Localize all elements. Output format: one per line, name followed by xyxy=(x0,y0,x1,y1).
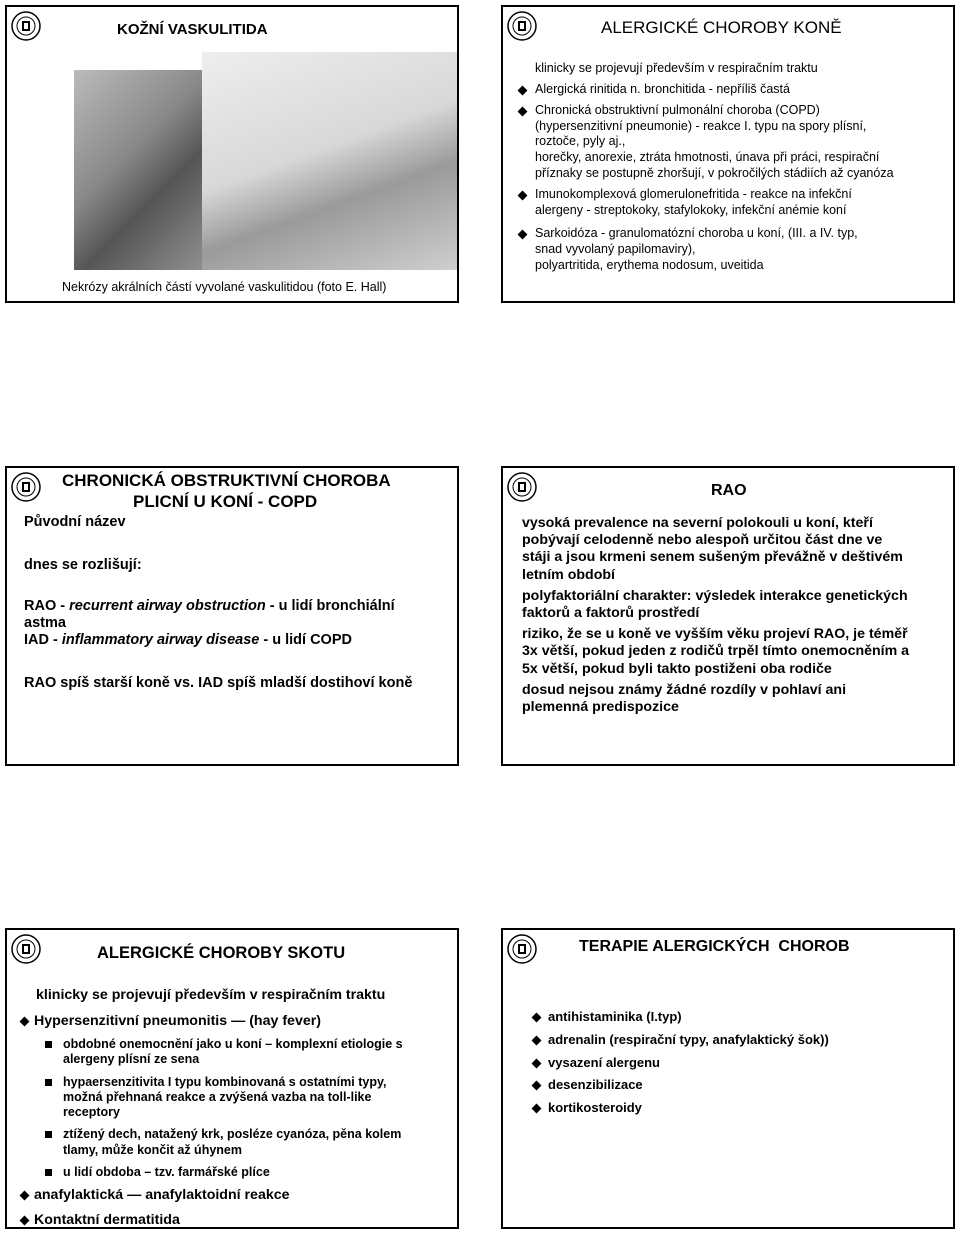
therapy-label: vysazení alergenu xyxy=(548,1054,660,1070)
therapy-item xyxy=(531,1074,829,1097)
therapy-label: desenzibilizace xyxy=(548,1077,643,1093)
therapy-item xyxy=(531,1052,829,1075)
sub-item xyxy=(43,1037,453,1068)
slide-title: RAO xyxy=(711,482,747,499)
sub-line: možná přehnaná reakce a zvýšená vazba na toll-like xyxy=(63,1089,372,1104)
sub-line: u lidí obdoba – tzv. farmářské plíce xyxy=(63,1165,270,1180)
bullet-line: Imunokomplexová glomerulonefritida - reakce na infekční xyxy=(535,186,852,201)
slide-intro: klinicky se projevují především v respiračním traktu xyxy=(36,987,386,1003)
diamond-bullet-icon xyxy=(532,1035,542,1045)
text-line: faktorů a faktorů prostředí xyxy=(522,605,700,622)
university-logo-icon xyxy=(507,934,537,964)
diamond-bullet-icon xyxy=(532,1058,542,1068)
bullet-line: příznaky se postupně zhoršují, v pokročilých stádiích až cyanóza xyxy=(535,165,894,180)
slide-intro: klinicky se projevují především v respiračním traktu xyxy=(535,61,818,75)
slide-title: ALERGICKÉ CHOROBY SKOTU xyxy=(97,944,346,962)
sub-item xyxy=(43,1127,453,1158)
text-line: polyfaktoriální charakter: výsledek interakce genetických xyxy=(522,587,908,604)
bullet-line: Alergická rinitida n. bronchitida - nepříliš častá xyxy=(535,82,790,96)
slide-title: ALERGICKÉ CHOROBY KONĚ xyxy=(601,18,842,37)
university-logo-icon xyxy=(11,11,41,41)
therapy-label: kortikosteroidy xyxy=(548,1100,642,1116)
square-bullet-icon xyxy=(45,1131,52,1138)
therapy-item xyxy=(531,1006,829,1029)
bullet-line: snad vyvolaný papilomaviry), xyxy=(535,242,696,257)
bullet-line: Chronická obstruktivní pulmonální choroba (COPD) xyxy=(535,102,820,117)
sub-item xyxy=(43,1075,453,1121)
diamond-bullet-icon xyxy=(518,190,528,200)
slide-terapie xyxy=(501,928,955,1229)
university-logo-icon xyxy=(507,11,537,41)
university-logo-icon xyxy=(11,472,41,502)
bullet-line: (hypersenzitivní pneumonie) - reakce I. typu na spory plísní, xyxy=(535,118,867,133)
square-bullet-icon xyxy=(45,1041,52,1048)
slide-alergicke-choroby-kone xyxy=(501,5,955,303)
bullet-line: Sarkoidóza - granulomatózní choroba u koní, (III. a IV. typ, xyxy=(535,226,858,241)
square-bullet-icon xyxy=(45,1169,52,1176)
bullet-line: polyartritida, erythema nodosum, uveitida xyxy=(535,257,764,272)
bullet-list xyxy=(517,82,952,274)
sub-line: tlamy, může končit až úhynem xyxy=(63,1142,242,1157)
sub-line: obdobné onemocnění jako u koní – komplexní etiologie s xyxy=(63,1037,403,1051)
slide-title: KOŽNÍ VASKULITIDA xyxy=(117,21,268,38)
sub-line: alergeny plísní ze sena xyxy=(63,1052,200,1067)
diamond-bullet-icon xyxy=(532,1081,542,1091)
slide-title: TERAPIE ALERGICKÝCH CHOROB xyxy=(579,938,850,955)
diamond-bullet-icon xyxy=(532,1013,542,1023)
slide-title-line2: PLICNÍ U KONÍ - COPD xyxy=(133,492,318,511)
therapy-item xyxy=(531,1097,829,1120)
university-logo-icon xyxy=(507,472,537,502)
rao-vs-iad: RAO spíš starší koně vs. IAD spíš mladší dostihoví koně xyxy=(24,675,413,691)
diamond-bullet-icon xyxy=(532,1104,542,1114)
text-line: plemenná predispozice xyxy=(522,699,679,716)
bullet-line: roztoče, pyly aj., xyxy=(535,134,626,149)
rao-text xyxy=(522,515,952,716)
diamond-bullet-icon xyxy=(518,230,528,240)
item-hypersensitivity: Hypersenzitivní pneumonitis — (hay fever) xyxy=(19,1013,321,1029)
text-line: stáji a jsou krmeni senem sušeným převážně v deštivém xyxy=(522,549,903,566)
diamond-bullet-icon xyxy=(518,86,528,96)
bullet-item xyxy=(517,226,952,273)
bullet-line: alergeny - streptokoky, stafylokoky, infekční anémie koní xyxy=(535,202,847,217)
sub-line: ztížený dech, natažený krk, posléze cyanóza, pěna kolem xyxy=(63,1127,402,1142)
text-line: 5x větší, pokud byli takto postiženi oba rodiče xyxy=(522,660,832,677)
iad-term: inflammatory airway disease xyxy=(61,632,260,648)
therapy-label: antihistaminika (I.typ) xyxy=(548,1009,682,1024)
sub-line: hypaersenzitivita I typu kombinovaná s ostatními typy, xyxy=(63,1074,387,1089)
text-line: pobývají celodenně nebo alespoň určitou část dne ve xyxy=(522,532,883,549)
rao-definition: RAO - recurrent airway obstruction - u lidí bronchiální astma IAD - inflammatory airway disease - u lidí COPD xyxy=(24,598,395,648)
slide-alergicke-choroby-skotu xyxy=(5,928,459,1229)
item-anafylakticka: anafylaktická — anafylaktoidní reakce xyxy=(19,1187,290,1203)
slide-kozni-vaskulitida xyxy=(5,5,459,303)
slide-copd xyxy=(5,466,459,766)
cat-photo xyxy=(74,70,222,270)
bullet-item xyxy=(517,82,952,98)
university-logo-icon xyxy=(11,934,41,964)
therapy-label: adrenalin (respirační typy, anafylaktický šok)) xyxy=(548,1031,829,1047)
sub-item xyxy=(43,1165,453,1180)
sub-list xyxy=(43,1037,453,1187)
rao-term: recurrent airway obstruction xyxy=(69,598,266,614)
item-kontaktni-dermatitida: Kontaktní dermatitida xyxy=(19,1212,180,1228)
slide-title-line1: CHRONICKÁ OBSTRUKTIVNÍ CHOROBA xyxy=(62,471,391,490)
slide-rao xyxy=(501,466,955,766)
diamond-bullet-icon xyxy=(20,1017,30,1027)
diamond-bullet-icon xyxy=(20,1191,30,1201)
text-line: riziko, že se u koně ve vyšším věku projeví RAO, je téměř xyxy=(522,626,908,643)
text-line: vysoká prevalence na severní polokouli u koní, kteří xyxy=(522,515,873,531)
line-original-name: Původní název xyxy=(24,514,126,530)
horse-tail-photo xyxy=(202,52,457,270)
photo-caption: Nekrózy akrálních částí vyvolané vaskulitidou (foto E. Hall) xyxy=(62,280,387,294)
therapy-list xyxy=(531,1006,829,1120)
text-line: letním období xyxy=(522,566,615,583)
bullet-line: horečky, anorexie, ztráta hmotnosti, únava při práci, respirační xyxy=(535,150,880,165)
square-bullet-icon xyxy=(45,1079,52,1086)
text-line: dosud nejsou známy žádné rozdíly v pohlaví ani xyxy=(522,681,847,698)
therapy-item xyxy=(531,1029,829,1052)
diamond-bullet-icon xyxy=(518,106,528,116)
line-distinguish: dnes se rozlišují: xyxy=(24,557,142,573)
diamond-bullet-icon xyxy=(20,1216,30,1226)
text-line: 3x větší, pokud jeden z rodičů trpěl tímto onemocněním a xyxy=(522,643,910,660)
sub-line: receptory xyxy=(63,1105,120,1120)
bullet-item xyxy=(517,103,952,182)
bullet-item xyxy=(517,187,952,219)
